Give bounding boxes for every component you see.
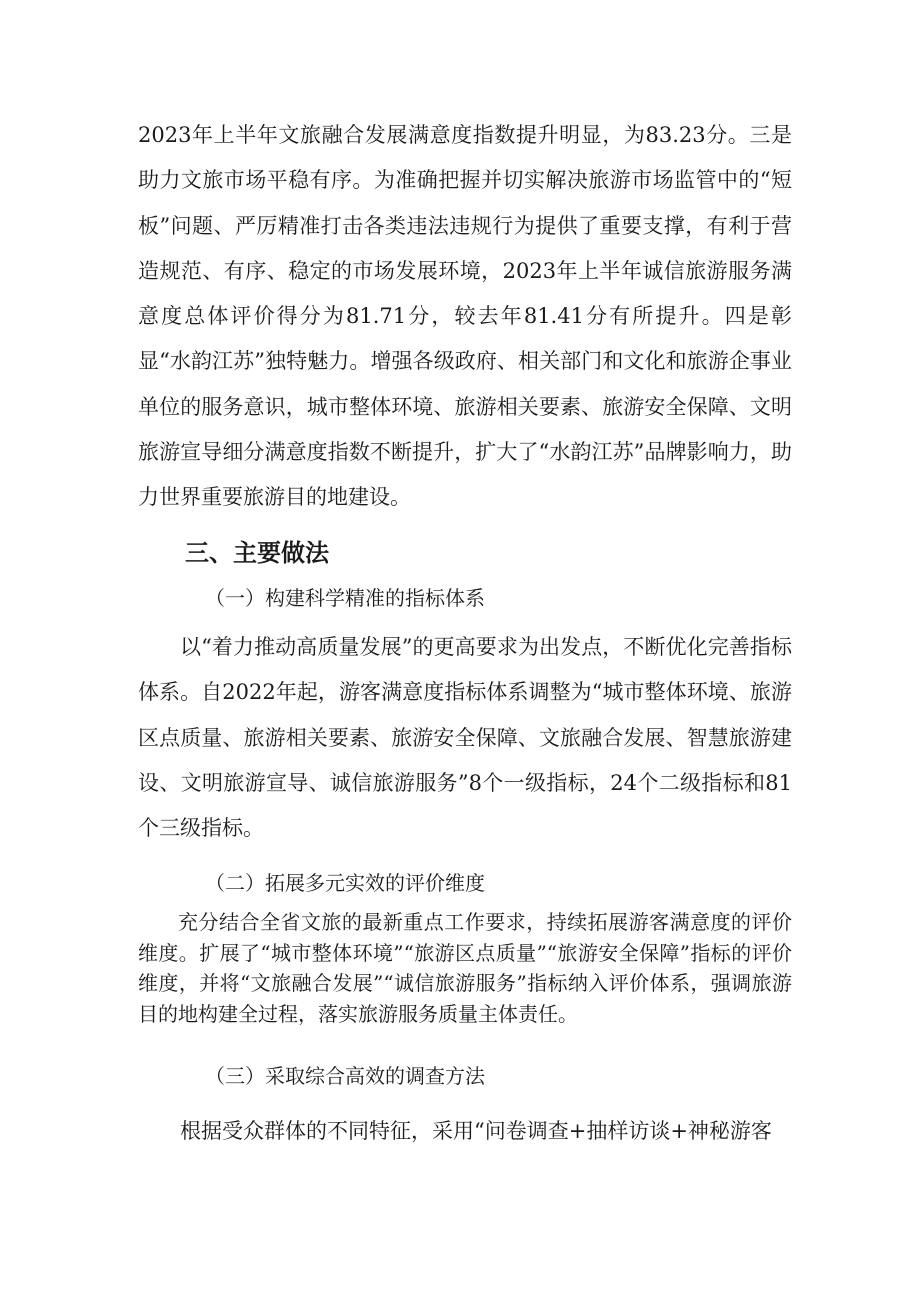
body-paragraph-survey-methods: 根据受众群体的不同特征，采用“问卷调查+抽样访谈+神秘游客 [180,1119,772,1143]
body-paragraph-evaluation-dimensions: 充分结合全省文旅的最新重点工作要求，持续拓展游客满意度的评价维度。扩展了“城市整体环境”“旅游区点质量”“旅游安全保障”指标的评价维度，并将“文旅融合发展”“诚信旅游服务”指标纳入评价体系，强调旅游目的地构建全过程，落实旅游服务质量主体责任。 [138,910,792,1026]
body-paragraph-indicator-system: 以“着力推动高质量发展”的更高要求为出发点，不断优化完善指标体系。自2022年起，游客满意度指标体系调整为“城市整体环境、旅游区点质量、旅游相关要素、旅游安全保障、文旅融合发展、智慧旅游建设、文明旅游宣导、诚信旅游服务”8个一级指标，24个二级指标和81个三级指标。 [138,635,792,841]
body-paragraph-results: 2023年上半年文旅融合发展满意度指数提升明显，为83.23分。三是助力文旅市场平稳有序。为准确把握并切实解决旅游市场监管中的“短板”问题、严厉精准打击各类违法违规行为提供了重要支撑，有利于营造规范、有序、稳定的市场发展环境，2023年上半年诚信旅游服务满意度总体评价得分为81.71分，较去年81.41分有所提升。四是彰显“水韵江苏”独特魅力。增强各级政府、相关部门和文化和旅游企事业单位的服务意识，城市整体环境、旅游相关要素、旅游安全保障、文明旅游宣导细分满意度指数不断提升，扩大了“水韵江苏”品牌影响力，助力世界重要旅游目的地建设。 [138,123,792,510]
subheading-survey-methods: （三）采取综合高效的调查方法 [205,1064,485,1088]
subheading-indicator-system: （一）构建科学精准的指标体系 [205,586,485,610]
subheading-evaluation-dimensions: （二）拓展多元实效的评价维度 [205,871,485,895]
section-heading-main-practices: 三、主要做法 [185,539,329,567]
